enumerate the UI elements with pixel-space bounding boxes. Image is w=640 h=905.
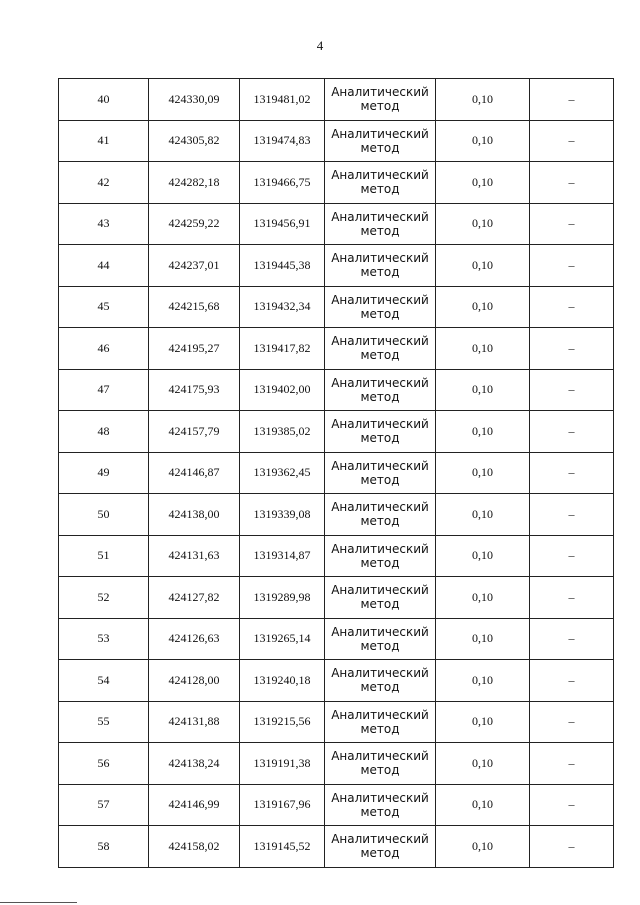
accuracy-cell: 0,10 bbox=[436, 784, 530, 826]
method-label-line1: Аналитический bbox=[331, 458, 429, 473]
method-label-line1: Аналитический bbox=[331, 85, 429, 100]
y-coordinate-cell: 1319215,56 bbox=[240, 701, 325, 743]
note-cell: – bbox=[530, 826, 614, 868]
point-number-cell: 49 bbox=[59, 452, 149, 494]
table-row bbox=[59, 494, 614, 536]
x-coordinate-cell: 424126,63 bbox=[149, 618, 240, 660]
y-coordinate-cell: 1319445,38 bbox=[240, 245, 325, 287]
point-number-cell: 55 bbox=[59, 701, 149, 743]
method-label-line2: метод bbox=[360, 389, 400, 404]
table-row bbox=[59, 577, 614, 619]
table-row bbox=[59, 162, 614, 204]
x-coordinate-cell: 424131,88 bbox=[149, 701, 240, 743]
note-cell: – bbox=[530, 743, 614, 785]
point-number-cell: 51 bbox=[59, 535, 149, 577]
method-cell bbox=[325, 784, 436, 826]
y-coordinate-cell: 1319385,02 bbox=[240, 411, 325, 453]
method-cell bbox=[325, 411, 436, 453]
method-label-line2: метод bbox=[360, 680, 400, 695]
method-cell bbox=[325, 743, 436, 785]
x-coordinate-cell: 424146,87 bbox=[149, 452, 240, 494]
method-label-line1: Аналитический bbox=[331, 832, 429, 847]
point-number-cell: 42 bbox=[59, 162, 149, 204]
accuracy-cell: 0,10 bbox=[436, 660, 530, 702]
y-coordinate-cell: 1319339,08 bbox=[240, 494, 325, 536]
method-label-line2: метод bbox=[360, 140, 400, 155]
y-coordinate-cell: 1319362,45 bbox=[240, 452, 325, 494]
x-coordinate-cell: 424330,09 bbox=[149, 79, 240, 121]
method-cell bbox=[325, 328, 436, 370]
method-cell bbox=[325, 577, 436, 619]
note-cell: – bbox=[530, 411, 614, 453]
note-cell: – bbox=[530, 328, 614, 370]
method-cell bbox=[325, 535, 436, 577]
accuracy-cell: 0,10 bbox=[436, 245, 530, 287]
x-coordinate-cell: 424131,63 bbox=[149, 535, 240, 577]
accuracy-cell: 0,10 bbox=[436, 203, 530, 245]
note-cell: – bbox=[530, 577, 614, 619]
method-label-line1: Аналитический bbox=[331, 292, 429, 307]
y-coordinate-cell: 1319417,82 bbox=[240, 328, 325, 370]
point-number-cell: 45 bbox=[59, 286, 149, 328]
method-label-line2: метод bbox=[360, 472, 400, 487]
y-coordinate-cell: 1319265,14 bbox=[240, 618, 325, 660]
table-row bbox=[59, 535, 614, 577]
note-cell: – bbox=[530, 784, 614, 826]
method-cell bbox=[325, 826, 436, 868]
point-number-cell: 53 bbox=[59, 618, 149, 660]
note-cell: – bbox=[530, 494, 614, 536]
note-cell: – bbox=[530, 369, 614, 411]
method-cell bbox=[325, 660, 436, 702]
method-label-line2: метод bbox=[360, 306, 400, 321]
accuracy-cell: 0,10 bbox=[436, 162, 530, 204]
y-coordinate-cell: 1319474,83 bbox=[240, 120, 325, 162]
method-label-line2: метод bbox=[360, 638, 400, 653]
note-cell: – bbox=[530, 120, 614, 162]
method-label-line2: метод bbox=[360, 763, 400, 778]
note-cell: – bbox=[530, 162, 614, 204]
accuracy-cell: 0,10 bbox=[436, 826, 530, 868]
x-coordinate-cell: 424138,24 bbox=[149, 743, 240, 785]
note-cell: – bbox=[530, 701, 614, 743]
method-label-line1: Аналитический bbox=[331, 624, 429, 639]
note-cell: – bbox=[530, 245, 614, 287]
y-coordinate-cell: 1319240,18 bbox=[240, 660, 325, 702]
y-coordinate-cell: 1319191,38 bbox=[240, 743, 325, 785]
table-row bbox=[59, 826, 614, 868]
y-coordinate-cell: 1319145,52 bbox=[240, 826, 325, 868]
method-label-line2: метод bbox=[360, 265, 400, 280]
accuracy-cell: 0,10 bbox=[436, 743, 530, 785]
point-number-cell: 43 bbox=[59, 203, 149, 245]
method-cell bbox=[325, 701, 436, 743]
method-cell bbox=[325, 452, 436, 494]
method-label-line1: Аналитический bbox=[331, 168, 429, 183]
method-cell bbox=[325, 494, 436, 536]
method-label-line1: Аналитический bbox=[331, 541, 429, 556]
note-cell: – bbox=[530, 452, 614, 494]
method-label-line1: Аналитический bbox=[331, 666, 429, 681]
method-label-line1: Аналитический bbox=[331, 500, 429, 515]
note-cell: – bbox=[530, 79, 614, 121]
note-cell: – bbox=[530, 286, 614, 328]
x-coordinate-cell: 424305,82 bbox=[149, 120, 240, 162]
table-row bbox=[59, 784, 614, 826]
method-label-line1: Аналитический bbox=[331, 126, 429, 141]
x-coordinate-cell: 424157,79 bbox=[149, 411, 240, 453]
x-coordinate-cell: 424195,27 bbox=[149, 328, 240, 370]
y-coordinate-cell: 1319167,96 bbox=[240, 784, 325, 826]
method-cell bbox=[325, 120, 436, 162]
point-number-cell: 47 bbox=[59, 369, 149, 411]
y-coordinate-cell: 1319314,87 bbox=[240, 535, 325, 577]
table-row bbox=[59, 452, 614, 494]
y-coordinate-cell: 1319432,34 bbox=[240, 286, 325, 328]
table-row bbox=[59, 618, 614, 660]
accuracy-cell: 0,10 bbox=[436, 369, 530, 411]
x-coordinate-cell: 424128,00 bbox=[149, 660, 240, 702]
method-cell bbox=[325, 162, 436, 204]
x-coordinate-cell: 424175,93 bbox=[149, 369, 240, 411]
point-number-cell: 44 bbox=[59, 245, 149, 287]
x-coordinate-cell: 424158,02 bbox=[149, 826, 240, 868]
method-label-line2: метод bbox=[360, 99, 400, 114]
method-label-line1: Аналитический bbox=[331, 790, 429, 805]
coordinates-table bbox=[58, 78, 614, 868]
y-coordinate-cell: 1319456,91 bbox=[240, 203, 325, 245]
note-cell: – bbox=[530, 535, 614, 577]
table-row bbox=[59, 369, 614, 411]
method-label-line1: Аналитический bbox=[331, 749, 429, 764]
table-row bbox=[59, 411, 614, 453]
method-label-line1: Аналитический bbox=[331, 707, 429, 722]
y-coordinate-cell: 1319466,75 bbox=[240, 162, 325, 204]
x-coordinate-cell: 424282,18 bbox=[149, 162, 240, 204]
table-row bbox=[59, 203, 614, 245]
x-coordinate-cell: 424259,22 bbox=[149, 203, 240, 245]
accuracy-cell: 0,10 bbox=[436, 618, 530, 660]
table-row bbox=[59, 328, 614, 370]
x-coordinate-cell: 424127,82 bbox=[149, 577, 240, 619]
method-cell bbox=[325, 618, 436, 660]
page-number: 4 bbox=[316, 38, 324, 53]
method-label-line2: метод bbox=[360, 431, 400, 446]
table-row bbox=[59, 701, 614, 743]
table-row bbox=[59, 286, 614, 328]
method-label-line2: метод bbox=[360, 846, 400, 861]
x-coordinate-cell: 424146,99 bbox=[149, 784, 240, 826]
method-cell bbox=[325, 203, 436, 245]
method-label-line1: Аналитический bbox=[331, 251, 429, 266]
accuracy-cell: 0,10 bbox=[436, 79, 530, 121]
method-label-line1: Аналитический bbox=[331, 334, 429, 349]
method-label-line1: Аналитический bbox=[331, 583, 429, 598]
method-label-line1: Аналитический bbox=[331, 417, 429, 432]
accuracy-cell: 0,10 bbox=[436, 701, 530, 743]
method-label-line1: Аналитический bbox=[331, 209, 429, 224]
table-row bbox=[59, 743, 614, 785]
method-cell bbox=[325, 286, 436, 328]
method-label-line2: метод bbox=[360, 514, 400, 529]
accuracy-cell: 0,10 bbox=[436, 535, 530, 577]
method-label-line2: метод bbox=[360, 597, 400, 612]
method-label-line1: Аналитический bbox=[331, 375, 429, 390]
accuracy-cell: 0,10 bbox=[436, 286, 530, 328]
method-cell bbox=[325, 79, 436, 121]
table-row bbox=[59, 245, 614, 287]
table-row bbox=[59, 79, 614, 121]
method-cell bbox=[325, 369, 436, 411]
y-coordinate-cell: 1319289,98 bbox=[240, 577, 325, 619]
point-number-cell: 48 bbox=[59, 411, 149, 453]
x-coordinate-cell: 424237,01 bbox=[149, 245, 240, 287]
method-label-line2: метод bbox=[360, 182, 400, 197]
y-coordinate-cell: 1319481,02 bbox=[240, 79, 325, 121]
method-cell bbox=[325, 245, 436, 287]
table-row bbox=[59, 660, 614, 702]
note-cell: – bbox=[530, 660, 614, 702]
point-number-cell: 40 bbox=[59, 79, 149, 121]
accuracy-cell: 0,10 bbox=[436, 577, 530, 619]
point-number-cell: 50 bbox=[59, 494, 149, 536]
point-number-cell: 41 bbox=[59, 120, 149, 162]
note-cell: – bbox=[530, 203, 614, 245]
point-number-cell: 54 bbox=[59, 660, 149, 702]
note-cell: – bbox=[530, 618, 614, 660]
accuracy-cell: 0,10 bbox=[436, 120, 530, 162]
accuracy-cell: 0,10 bbox=[436, 494, 530, 536]
x-coordinate-cell: 424215,68 bbox=[149, 286, 240, 328]
footer-rule bbox=[0, 902, 77, 903]
point-number-cell: 56 bbox=[59, 743, 149, 785]
x-coordinate-cell: 424138,00 bbox=[149, 494, 240, 536]
method-label-line2: метод bbox=[360, 555, 400, 570]
method-label-line2: метод bbox=[360, 721, 400, 736]
point-number-cell: 52 bbox=[59, 577, 149, 619]
method-label-line2: метод bbox=[360, 804, 400, 819]
point-number-cell: 46 bbox=[59, 328, 149, 370]
accuracy-cell: 0,10 bbox=[436, 452, 530, 494]
accuracy-cell: 0,10 bbox=[436, 328, 530, 370]
point-number-cell: 58 bbox=[59, 826, 149, 868]
method-label-line2: метод bbox=[360, 348, 400, 363]
accuracy-cell: 0,10 bbox=[436, 411, 530, 453]
point-number-cell: 57 bbox=[59, 784, 149, 826]
coordinates-table-body bbox=[59, 79, 614, 868]
y-coordinate-cell: 1319402,00 bbox=[240, 369, 325, 411]
method-label-line2: метод bbox=[360, 223, 400, 238]
table-row bbox=[59, 120, 614, 162]
